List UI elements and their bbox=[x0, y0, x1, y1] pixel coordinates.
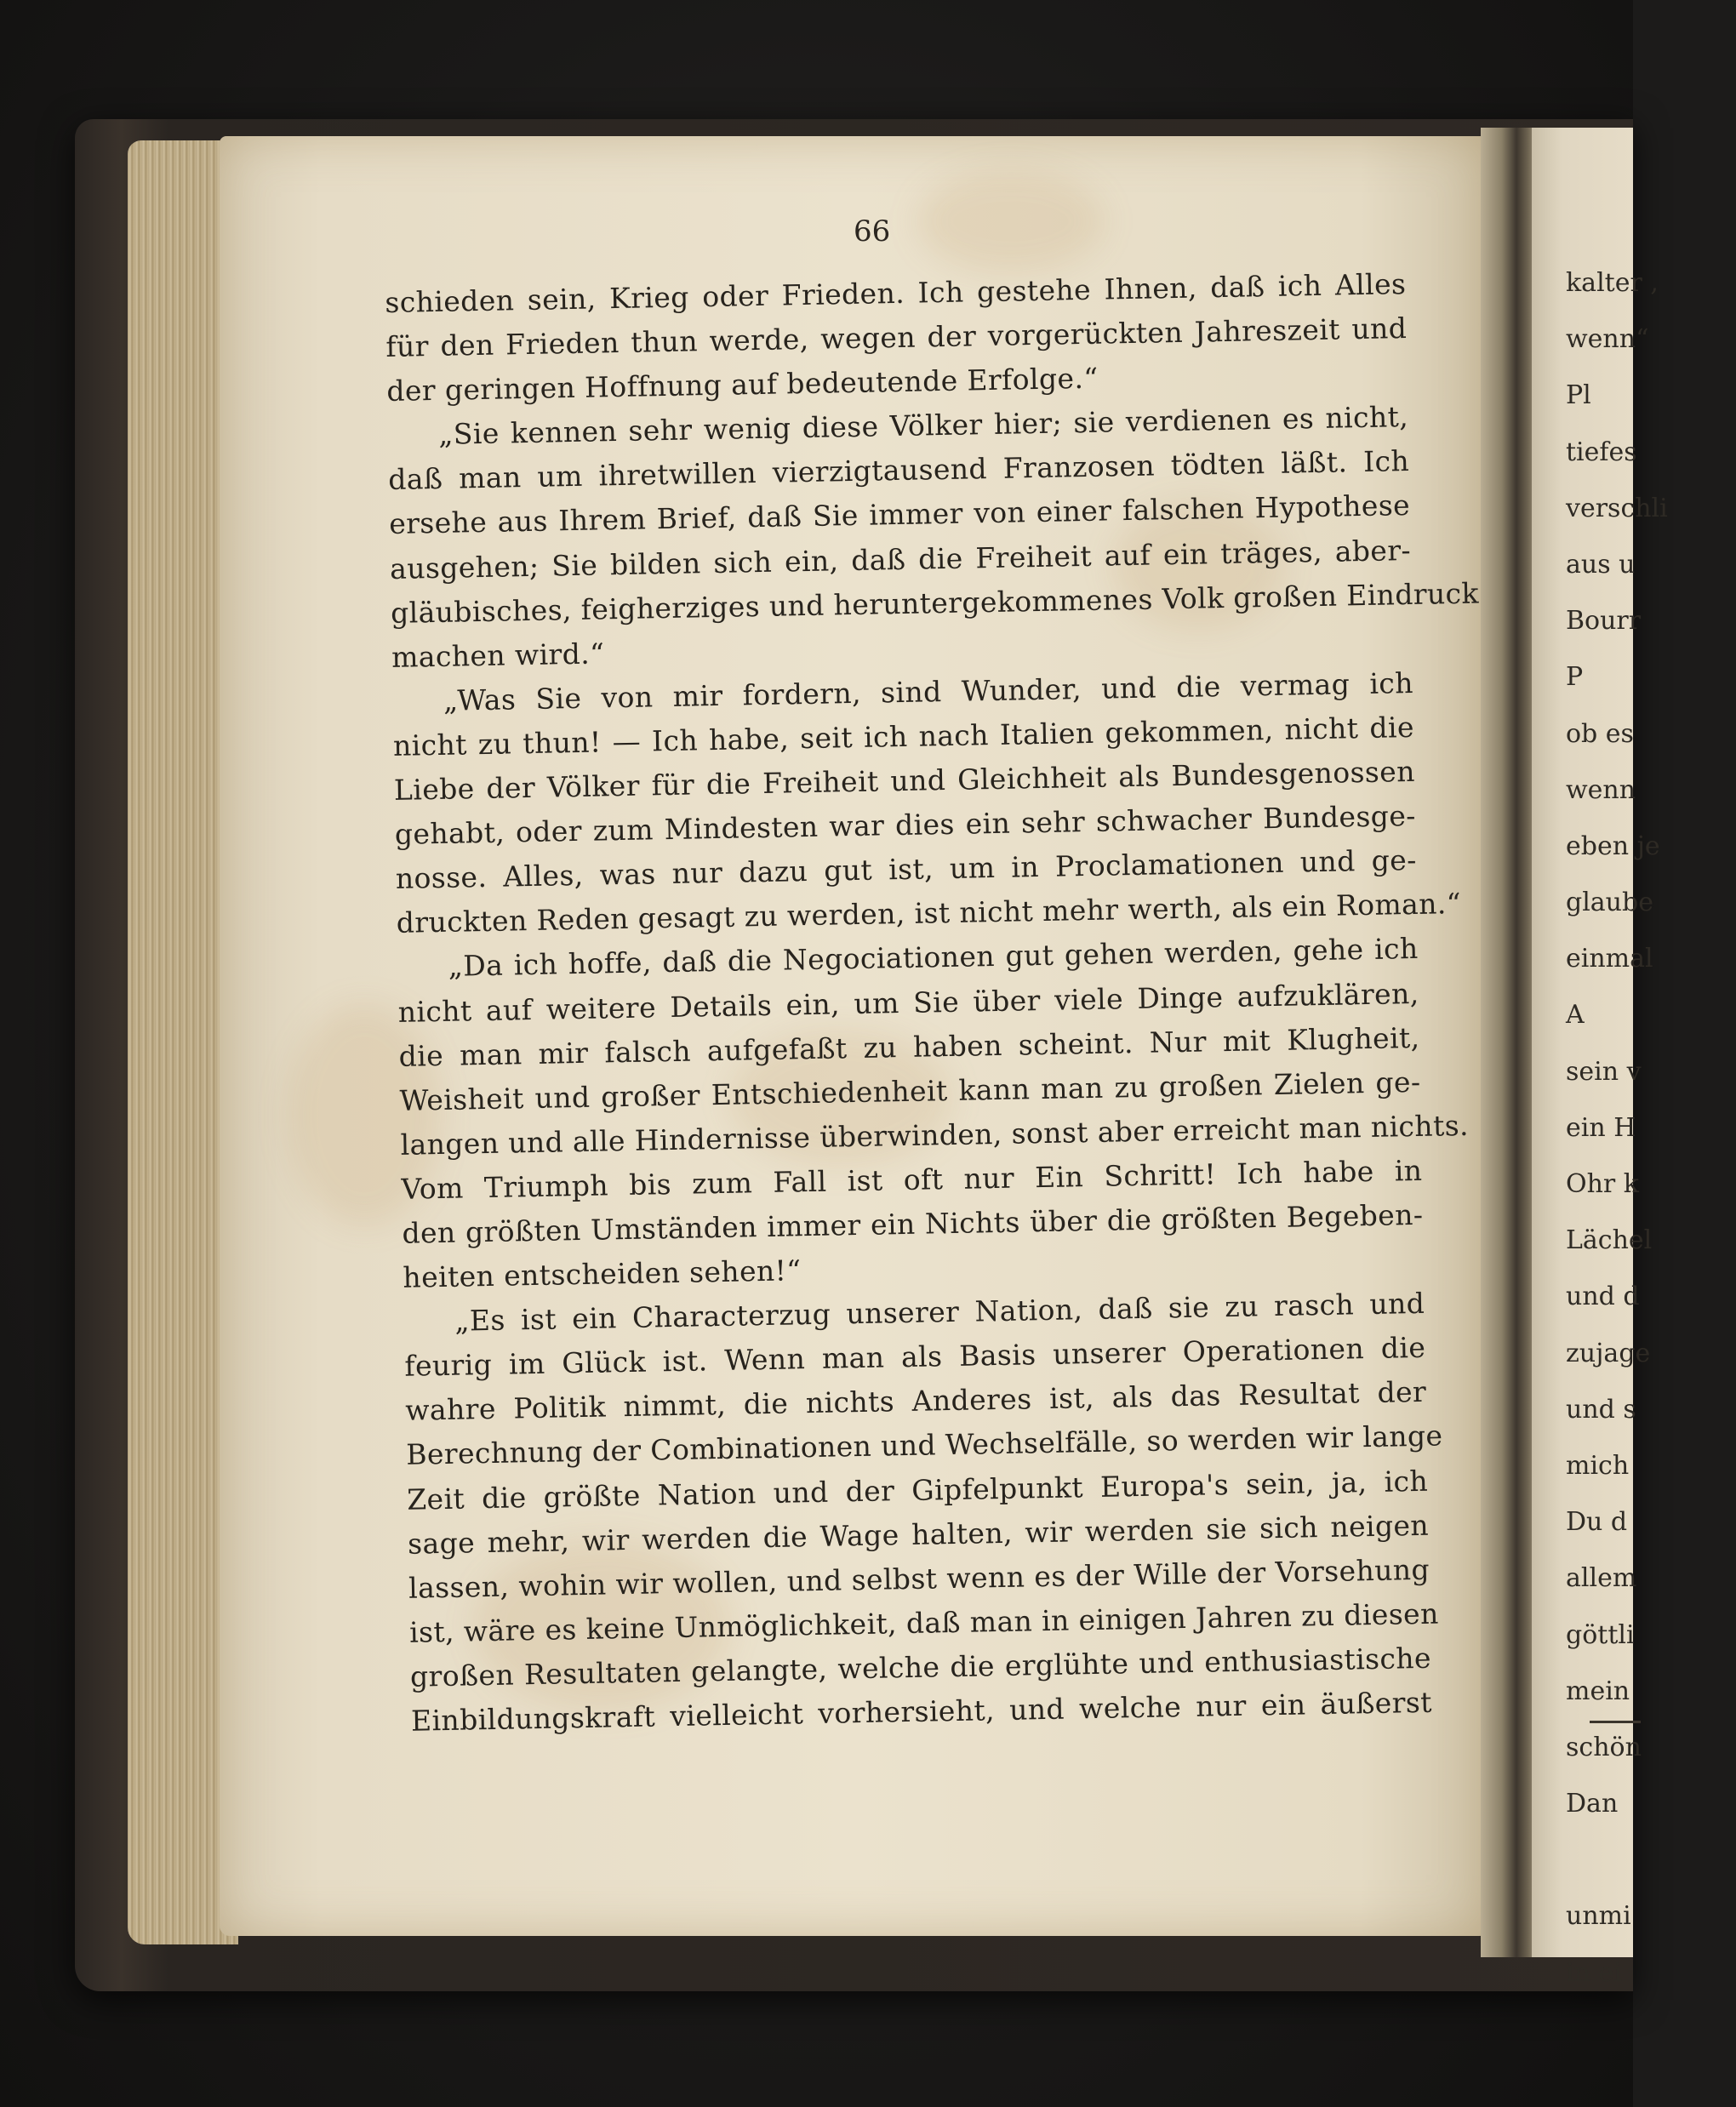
facing-page-line: allem bbox=[1566, 1563, 1637, 1594]
facing-page-line: P bbox=[1566, 662, 1584, 693]
text-line: ausgehen; Sie bilden sich ein, daß die Freiheit auf ein träges, aber- bbox=[389, 533, 1412, 585]
text-line: machen wird.“ bbox=[391, 637, 605, 674]
facing-page-line: wenn bbox=[1566, 774, 1636, 805]
facing-page-line: mein bbox=[1566, 1676, 1630, 1706]
facing-page-line: ob es bbox=[1566, 718, 1634, 749]
text-line: Einbildungskraft vielleicht vorhersieht, und welche nur ein äußerst bbox=[410, 1685, 1433, 1738]
text-line: Liebe der Völker für die Freiheit und Gleichheit als Bundesgenossen bbox=[393, 754, 1416, 807]
text-line: „Was Sie von mir fordern, sind Wunder, und die vermag ich bbox=[443, 665, 1414, 717]
facing-page-rule bbox=[1590, 1721, 1641, 1723]
text-line: wahre Politik nimmt, die nichts Anderes ist, als das Resultat der bbox=[404, 1375, 1427, 1428]
paper-stain bbox=[917, 170, 1105, 272]
facing-page-line: Ohr k bbox=[1566, 1169, 1639, 1199]
text-line: feurig im Glück ist. Wenn man als Basis unserer Operationen die bbox=[404, 1331, 1426, 1384]
facing-page-line: glaube bbox=[1566, 888, 1653, 918]
facing-page-line: sein v bbox=[1566, 1056, 1642, 1087]
facing-page-line bbox=[1566, 1832, 1736, 1888]
facing-page-line: Lächel bbox=[1566, 1225, 1653, 1256]
facing-page-line: in ei bbox=[1566, 1957, 1622, 1988]
facing-page-line: Dan bbox=[1566, 1789, 1619, 1819]
text-line: Zeit die größte Nation und der Gipfelpunkt Europa's sein, ja, ich bbox=[406, 1464, 1429, 1516]
text-line: nicht zu thun! — Ich habe, seit ich nach Italien gekommen, nicht die bbox=[392, 710, 1415, 762]
text-line: Berechnung der Combinationen und Wechselfälle, so werden wir lange bbox=[405, 1419, 1443, 1472]
text-line: sage mehr, wir werden die Wage halten, wir werden sie sich neigen bbox=[407, 1508, 1430, 1561]
text-line: den größten Umständen immer ein Nichts über die größten Begeben- bbox=[402, 1197, 1424, 1250]
page-number: 66 bbox=[854, 214, 891, 248]
facing-page-line: verschli bbox=[1566, 493, 1668, 523]
text-line: lassen, wohin wir wollen, und selbst wenn es der Wille der Vorsehung bbox=[408, 1552, 1430, 1605]
text-line: ist, wäre es keine Unmöglichkeit, daß man in einigen Jahren zu diesen bbox=[408, 1596, 1440, 1649]
page-text bbox=[385, 262, 1480, 1744]
facing-page-line: Du d bbox=[1566, 1507, 1628, 1538]
facing-page-line: zujage bbox=[1566, 1338, 1651, 1368]
facing-page-line: und d bbox=[1566, 1282, 1640, 1312]
text-line: Weisheit und großer Entschiedenheit kann man zu großen Zielen ge- bbox=[399, 1065, 1421, 1117]
facing-page-line: ein H bbox=[1566, 1112, 1636, 1143]
text-line: gläubisches, feigherziges und heruntergekommenes Volk großen Eindruck bbox=[390, 576, 1480, 630]
facing-page-line: eben je bbox=[1566, 831, 1660, 861]
text-line: heiten entscheiden sehen!“ bbox=[403, 1253, 802, 1294]
text-line: „Da ich hoffe, daß die Negociationen gut gehen werden, gehe ich bbox=[448, 932, 1419, 984]
facing-page-line: und s bbox=[1566, 1394, 1636, 1425]
text-line: ersehe aus Ihrem Brief, daß Sie immer von einer falschen Hypothese bbox=[388, 488, 1411, 541]
text-line: langen und alle Hindernisse überwinden, sonst aber erreicht man nichts. bbox=[400, 1108, 1470, 1162]
text-line: „Sie kennen sehr wenig diese Völker hier; sie verdienen es nicht, bbox=[437, 400, 1409, 452]
text-line: großen Resultaten gelangte, welche die erglühte und enthusiastische bbox=[409, 1641, 1432, 1693]
facing-page-line: schön bbox=[1566, 1732, 1642, 1762]
facing-page-line: kalter , bbox=[1566, 268, 1659, 298]
facing-page-line: Bourr bbox=[1566, 606, 1642, 637]
facing-page-line: unmi bbox=[1566, 1901, 1631, 1932]
facing-page-line: tiefes bbox=[1566, 437, 1637, 467]
text-line: Vom Triumph bis zum Fall ist oft nur Ein Schritt! Ich habe in bbox=[401, 1153, 1423, 1206]
facing-page-text bbox=[1566, 255, 1736, 2001]
facing-page-line: mich bbox=[1566, 1450, 1630, 1481]
text-line: druckten Reden gesagt zu werden, ist nicht mehr werth, als ein Roman.“ bbox=[396, 887, 1462, 940]
text-line: nosse. Alles, was nur dazu gut ist, um in Proclamationen und ge- bbox=[395, 843, 1418, 896]
text-line: schieden sein, Krieg oder Frieden. Ich gestehe Ihnen, daß ich Alles bbox=[385, 267, 1407, 319]
facing-page-line: aus u bbox=[1566, 549, 1636, 580]
text-line: „Es ist ein Characterzug unserer Nation, daß sie zu rasch und bbox=[454, 1286, 1425, 1338]
text-line: nicht auf weitere Details ein, um Sie über viele Dinge aufzuklären, bbox=[397, 976, 1419, 1029]
facing-page-line: Pl bbox=[1566, 380, 1591, 411]
text-line: der geringen Hoffnung auf bedeutende Erfolge.“ bbox=[386, 361, 1099, 408]
text-line: gehabt, oder zum Mindesten war dies ein sehr schwacher Bundesge- bbox=[394, 799, 1417, 852]
text-line: die man mir falsch aufgefaßt zu haben scheint. Nur mit Klugheit, bbox=[398, 1020, 1420, 1073]
facing-page-line: wenn“ bbox=[1566, 324, 1649, 355]
facing-page-line: göttli bbox=[1566, 1619, 1635, 1650]
facing-page-line: einmal bbox=[1566, 944, 1653, 974]
text-line: daß man um ihretwillen vierzigtausend Franzosen tödten läßt. Ich bbox=[387, 444, 1410, 497]
facing-page-line: A bbox=[1566, 1000, 1585, 1031]
text-line: für den Frieden thun werde, wegen der vorgerückten Jahreszeit und bbox=[385, 311, 1408, 364]
facing-page bbox=[1532, 128, 1668, 1988]
